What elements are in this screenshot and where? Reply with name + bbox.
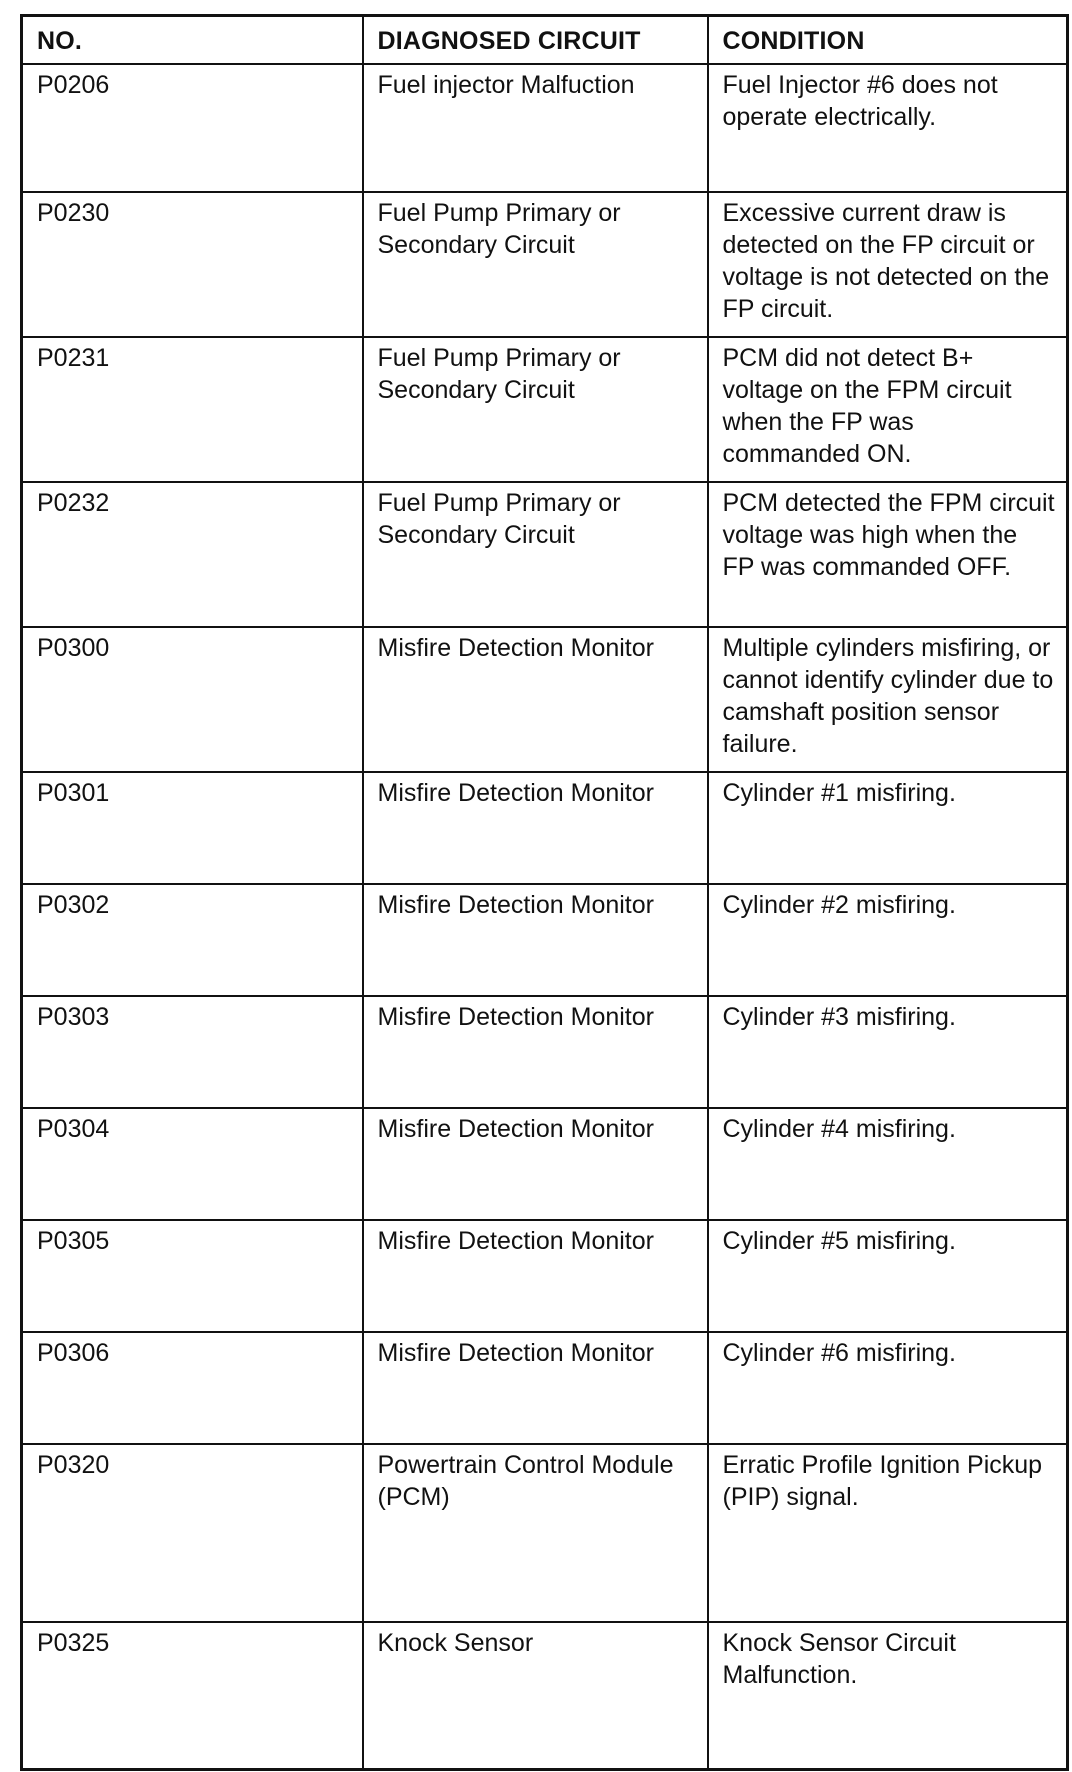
cell-no: P0303 xyxy=(22,996,363,1108)
cell-circuit: Misfire Detection Monitor xyxy=(363,1220,708,1332)
cell-no: P0302 xyxy=(22,884,363,996)
cell-condition: Multiple cylinders misfiring, or cannot identify cylinder due to camshaft position sensor failure. xyxy=(708,627,1068,772)
cell-no: P0230 xyxy=(22,192,363,337)
cell-condition: Erratic Profile Ignition Pickup (PIP) signal. xyxy=(708,1444,1068,1622)
header-row xyxy=(22,16,1068,64)
header-no: NO. xyxy=(22,16,363,64)
header-diagnosed-circuit: DIAGNOSED CIRCUIT xyxy=(363,16,708,64)
cell-no: P0325 xyxy=(22,1622,363,1770)
cell-circuit: Misfire Detection Monitor xyxy=(363,884,708,996)
cell-condition: Cylinder #5 misfiring. xyxy=(708,1220,1068,1332)
cell-circuit: Fuel injector Malfuction xyxy=(363,64,708,192)
table-row xyxy=(22,772,1068,884)
cell-condition: PCM detected the FPM circuit voltage was high when the FP was commanded OFF. xyxy=(708,482,1068,627)
header-condition: CONDITION xyxy=(708,16,1068,64)
cell-no: P0231 xyxy=(22,337,363,482)
cell-condition: Excessive current draw is detected on the FP circuit or voltage is not detected on the FP circuit. xyxy=(708,192,1068,337)
cell-circuit: Misfire Detection Monitor xyxy=(363,1108,708,1220)
cell-no: P0300 xyxy=(22,627,363,772)
cell-no: P0304 xyxy=(22,1108,363,1220)
cell-condition: Cylinder #1 misfiring. xyxy=(708,772,1068,884)
table-row xyxy=(22,996,1068,1108)
dtc-table xyxy=(20,14,1069,1771)
cell-circuit: Fuel Pump Primary or Secondary Circuit xyxy=(363,482,708,627)
cell-circuit: Misfire Detection Monitor xyxy=(363,996,708,1108)
cell-circuit: Fuel Pump Primary or Secondary Circuit xyxy=(363,192,708,337)
cell-no: P0320 xyxy=(22,1444,363,1622)
table-row xyxy=(22,627,1068,772)
table-row xyxy=(22,337,1068,482)
table-row xyxy=(22,884,1068,996)
table-row xyxy=(22,192,1068,337)
table-row xyxy=(22,1622,1068,1770)
cell-condition: Knock Sensor Circuit Malfunction. xyxy=(708,1622,1068,1770)
cell-condition: Cylinder #3 misfiring. xyxy=(708,996,1068,1108)
cell-circuit: Misfire Detection Monitor xyxy=(363,627,708,772)
cell-circuit: Powertrain Control Module (PCM) xyxy=(363,1444,708,1622)
table-row xyxy=(22,1220,1068,1332)
cell-circuit: Knock Sensor xyxy=(363,1622,708,1770)
cell-circuit: Misfire Detection Monitor xyxy=(363,772,708,884)
cell-condition: Cylinder #2 misfiring. xyxy=(708,884,1068,996)
cell-no: P0305 xyxy=(22,1220,363,1332)
cell-condition: Cylinder #4 misfiring. xyxy=(708,1108,1068,1220)
cell-no: P0232 xyxy=(22,482,363,627)
cell-no: P0306 xyxy=(22,1332,363,1444)
cell-condition: PCM did not detect B+ voltage on the FPM circuit when the FP was commanded ON. xyxy=(708,337,1068,482)
cell-no: P0301 xyxy=(22,772,363,884)
table-row xyxy=(22,64,1068,192)
cell-condition: Fuel Injector #6 does not operate electrically. xyxy=(708,64,1068,192)
cell-condition: Cylinder #6 misfiring. xyxy=(708,1332,1068,1444)
cell-no: P0206 xyxy=(22,64,363,192)
table-row xyxy=(22,482,1068,627)
table-row xyxy=(22,1108,1068,1220)
cell-circuit: Fuel Pump Primary or Secondary Circuit xyxy=(363,337,708,482)
table-row xyxy=(22,1444,1068,1622)
table-row xyxy=(22,1332,1068,1444)
cell-circuit: Misfire Detection Monitor xyxy=(363,1332,708,1444)
